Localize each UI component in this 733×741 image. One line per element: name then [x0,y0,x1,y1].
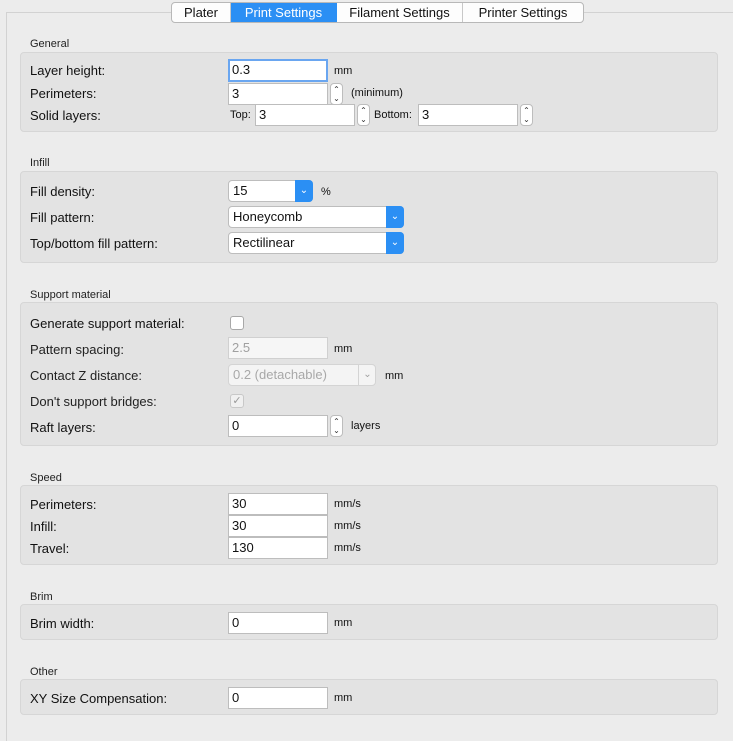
speed-perimeters-input[interactable]: 30 [228,493,328,515]
raft-layers-input[interactable]: 0 [228,415,328,437]
group-brim [20,604,718,640]
fill-density-label: Fill density: [30,184,96,199]
section-title-other: Other [30,666,58,678]
top-bottom-pattern-label: Top/bottom fill pattern: [30,236,158,251]
speed-travel-unit: mm/s [334,542,361,554]
perimeters-note: (minimum) [351,87,403,99]
contact-z-label: Contact Z distance: [30,368,142,383]
xy-comp-unit: mm [334,692,353,704]
top-bottom-pattern-select[interactable] [228,232,404,254]
solid-layers-bottom-input[interactable]: 3 [418,104,518,126]
brim-width-input[interactable]: 0 [228,612,328,634]
brim-width-label: Brim width: [30,616,95,631]
chevron-down-icon: ⌄ [295,180,313,202]
solid-layers-label: Solid layers: [30,108,101,123]
solid-layers-top-stepper-icon[interactable]: ⌃ ⌄ [357,104,370,126]
speed-infill-unit: mm/s [334,520,361,532]
dont-support-bridges-label: Don't support bridges: [30,394,157,409]
fill-density-value: 15 [233,183,248,198]
solid-layers-top-label: Top: [230,109,251,121]
section-title-infill: Infill [30,157,50,169]
perimeters-stepper-icon[interactable]: ⌃ ⌄ [330,83,343,105]
top-bottom-pattern-value: Rectilinear [233,235,295,250]
speed-perimeters-unit: mm/s [334,498,361,510]
fill-pattern-value: Honeycomb [233,209,303,224]
speed-infill-input[interactable]: 30 [228,515,328,537]
checkmark-icon: ✓ [232,395,242,407]
contact-z-unit: mm [385,370,404,382]
tab-plater[interactable]: Plater [172,3,231,22]
section-title-general: General [30,38,70,50]
pattern-spacing-label: Pattern spacing: [30,342,124,357]
section-title-speed: Speed [30,472,62,484]
xy-comp-label: XY Size Compensation: [30,691,168,706]
solid-layers-top-input[interactable]: 3 [255,104,355,126]
fill-pattern-label: Fill pattern: [30,210,95,225]
dont-support-bridges-checkbox[interactable] [230,394,244,408]
tab-print-settings[interactable]: Print Settings [231,3,337,22]
fill-pattern-select[interactable] [228,206,404,228]
brim-width-unit: mm [334,617,353,629]
section-title-support: Support material [30,289,111,301]
speed-travel-label: Travel: [30,541,70,556]
section-title-brim: Brim [30,591,53,603]
group-speed [20,485,718,565]
pattern-spacing-unit: mm [334,343,353,355]
raft-layers-unit: layers [351,420,381,432]
tab-printer-settings[interactable]: Printer Settings [478,5,568,20]
layer-height-unit: mm [334,65,353,77]
raft-layers-stepper-icon[interactable]: ⌃ ⌄ [330,415,343,437]
tab-filament-settings[interactable]: Filament Settings [337,3,463,22]
speed-perimeters-label: Perimeters: [30,497,97,512]
solid-layers-bottom-label: Bottom: [374,109,412,121]
chevron-down-icon: ⌄ [386,206,404,228]
speed-infill-label: Infill: [30,519,57,534]
generate-support-label: Generate support material: [30,316,185,331]
pattern-spacing-input[interactable]: 2.5 [228,337,328,359]
chevron-down-icon: ⌄ [358,364,376,386]
contact-z-value: 0.2 (detachable) [233,367,327,382]
solid-layers-bottom-stepper-icon[interactable]: ⌃ ⌄ [520,104,533,126]
chevron-down-icon: ⌄ [386,232,404,254]
raft-layers-label: Raft layers: [30,420,96,435]
fill-density-unit: % [321,186,331,198]
contact-z-combo[interactable] [228,364,376,386]
speed-travel-input[interactable]: 130 [228,537,328,559]
tab-bar [171,2,584,23]
layer-height-input[interactable]: 0.3 [228,59,328,82]
fill-density-combo[interactable] [228,180,313,202]
xy-comp-input[interactable]: 0 [228,687,328,709]
layer-height-label: Layer height: [30,63,106,78]
perimeters-label: Perimeters: [30,86,97,101]
generate-support-checkbox[interactable] [230,316,244,330]
perimeters-input[interactable]: 3 [228,83,328,105]
